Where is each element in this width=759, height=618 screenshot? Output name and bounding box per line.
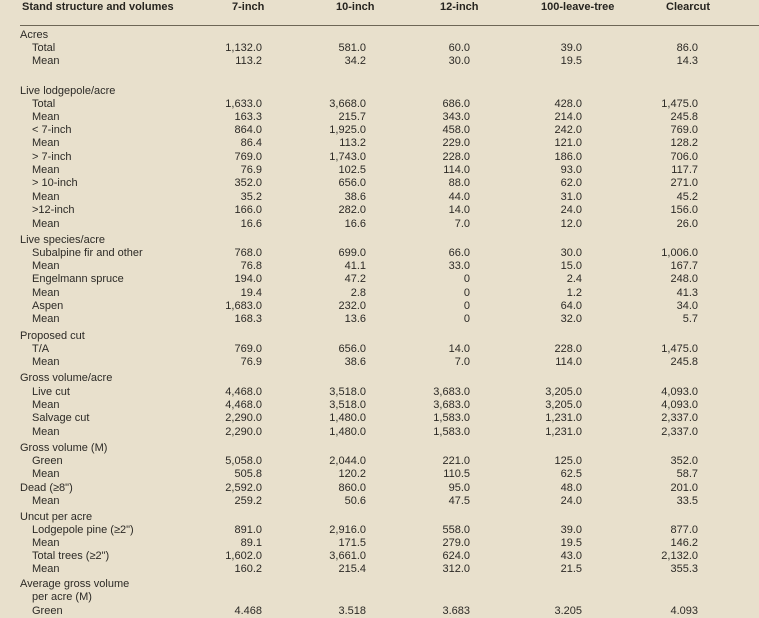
- cell: 168.3: [234, 313, 262, 325]
- cell: 16.6: [344, 218, 366, 230]
- row-label: Mean: [32, 563, 60, 575]
- cell: 279.0: [442, 537, 470, 549]
- cell: 1,231.0: [545, 426, 582, 438]
- cell: 43.0: [560, 550, 582, 562]
- cell: 0: [463, 273, 470, 285]
- cell: 5.7: [682, 313, 698, 325]
- cell: 352.0: [670, 455, 698, 467]
- cell: 3,518.0: [329, 399, 366, 411]
- row-label: Mean: [32, 164, 60, 176]
- cell: 113.2: [339, 137, 366, 149]
- cell: 768.0: [234, 247, 262, 259]
- cell: 2,592.0: [225, 482, 262, 494]
- cell: 3,683.0: [433, 399, 470, 411]
- table-row: [0, 177, 759, 190]
- cell: 44.0: [448, 191, 470, 203]
- table-row: [0, 85, 759, 98]
- cell: 171.5: [338, 537, 366, 549]
- cell: 110.5: [443, 468, 470, 480]
- cell: 76.9: [240, 164, 262, 176]
- table-row: [0, 29, 759, 42]
- cell: 39.0: [560, 42, 582, 54]
- cell: 48.0: [560, 482, 582, 494]
- cell: 558.0: [442, 524, 470, 536]
- cell: 1,683.0: [225, 300, 262, 312]
- row-label: Dead (≥8"): [20, 482, 73, 494]
- cell: 41.3: [676, 287, 698, 299]
- cell: 102.5: [338, 164, 366, 176]
- cell: 34.0: [676, 300, 698, 312]
- row-label: Live lodgepole/acre: [20, 85, 116, 97]
- cell: 355.3: [670, 563, 698, 575]
- row-label: Lodgepole pine (≥2"): [32, 524, 134, 536]
- cell: 166.0: [234, 204, 262, 216]
- table-row: [0, 386, 759, 399]
- row-label: per acre (M): [32, 591, 92, 603]
- cell: 32.0: [560, 313, 582, 325]
- cell: 3.205: [554, 605, 582, 617]
- cell: 229.0: [442, 137, 470, 149]
- cell: 2,337.0: [661, 426, 698, 438]
- table-row: [0, 412, 759, 425]
- row-label: Mean: [32, 399, 60, 411]
- row-label: Gross volume (M): [20, 442, 108, 454]
- cell: 3,518.0: [329, 386, 366, 398]
- cell: 121.0: [554, 137, 582, 149]
- table-row: [0, 524, 759, 537]
- table-row: [0, 495, 759, 508]
- table-row: [0, 399, 759, 412]
- cell: 656.0: [338, 177, 366, 189]
- cell: 19.5: [560, 537, 582, 549]
- cell: 114.0: [555, 356, 582, 368]
- cell: 312.0: [442, 563, 470, 575]
- cell: 1,925.0: [329, 124, 366, 136]
- cell: 215.4: [338, 563, 366, 575]
- cell: 45.2: [676, 191, 698, 203]
- cell: 699.0: [338, 247, 366, 259]
- cell: 221.0: [442, 455, 470, 467]
- header-7-inch: 7-inch: [232, 1, 265, 13]
- cell: 167.7: [670, 260, 698, 272]
- row-label: Proposed cut: [20, 330, 85, 342]
- cell: 232.0: [338, 300, 366, 312]
- cell: 3,205.0: [545, 399, 582, 411]
- cell: 1,480.0: [329, 412, 366, 424]
- row-label: Mean: [32, 191, 60, 203]
- row-label: Uncut per acre: [20, 511, 93, 523]
- cell: 16.6: [240, 218, 262, 230]
- table-row: [0, 372, 759, 385]
- table-row: [0, 273, 759, 286]
- cell: 271.0: [670, 177, 698, 189]
- cell: 686.0: [442, 98, 470, 110]
- table-row: [0, 537, 759, 550]
- cell: 186.0: [554, 151, 582, 163]
- row-label: T/A: [32, 343, 50, 355]
- cell: 1,231.0: [545, 412, 582, 424]
- cell: 228.0: [554, 343, 582, 355]
- table-row: [0, 550, 759, 563]
- cell: 3,661.0: [329, 550, 366, 562]
- cell: 95.0: [448, 482, 470, 494]
- table-row: [0, 578, 759, 591]
- cell: 93.0: [560, 164, 582, 176]
- cell: 4,468.0: [225, 386, 262, 398]
- header-12-inch: 12-inch: [440, 1, 479, 13]
- row-label: > 7-inch: [32, 151, 72, 163]
- cell: 656.0: [338, 343, 366, 355]
- cell: 12.0: [560, 218, 582, 230]
- cell: 113.2: [235, 55, 262, 67]
- table-row: [0, 300, 759, 313]
- cell: 4,093.0: [661, 386, 698, 398]
- row-label: Live cut: [32, 386, 70, 398]
- row-label: Mean: [32, 55, 60, 67]
- table-row: [0, 287, 759, 300]
- cell: 194.0: [234, 273, 262, 285]
- cell: 62.5: [560, 468, 582, 480]
- cell: 39.0: [560, 524, 582, 536]
- cell: 89.1: [240, 537, 262, 549]
- cell: 5,058.0: [225, 455, 262, 467]
- table-row: [0, 605, 759, 618]
- cell: 64.0: [560, 300, 582, 312]
- header-clearcut: Clearcut: [666, 1, 711, 13]
- cell: 860.0: [338, 482, 366, 494]
- row-label: Green: [32, 455, 63, 467]
- cell: 3,668.0: [329, 98, 366, 110]
- cell: 1,475.0: [661, 343, 698, 355]
- cell: 0: [463, 313, 470, 325]
- table-row: [0, 442, 759, 455]
- row-label: Engelmann spruce: [32, 273, 124, 285]
- row-label: < 7-inch: [32, 124, 72, 136]
- cell: 2,290.0: [225, 426, 262, 438]
- table-row: [0, 260, 759, 273]
- cell: 3.518: [338, 605, 366, 617]
- row-label: Mean: [32, 313, 60, 325]
- cell: 86.4: [240, 137, 262, 149]
- cell: 2,916.0: [329, 524, 366, 536]
- cell: 76.9: [240, 356, 262, 368]
- cell: 14.0: [448, 204, 470, 216]
- cell: 128.2: [670, 137, 698, 149]
- cell: 245.8: [670, 356, 698, 368]
- row-label: Salvage cut: [32, 412, 90, 424]
- cell: 76.8: [240, 260, 262, 272]
- cell: 228.0: [442, 151, 470, 163]
- cell: 352.0: [234, 177, 262, 189]
- row-label: Mean: [32, 495, 60, 507]
- cell: 1,633.0: [225, 98, 262, 110]
- table-row: [0, 218, 759, 231]
- row-label: Acres: [20, 29, 49, 41]
- cell: 2,290.0: [225, 412, 262, 424]
- row-label: Mean: [32, 287, 60, 299]
- cell: 259.2: [234, 495, 262, 507]
- cell: 50.6: [344, 495, 366, 507]
- row-label: Mean: [32, 468, 60, 480]
- cell: 1,475.0: [661, 98, 698, 110]
- cell: 30.0: [448, 55, 470, 67]
- table-row: [0, 164, 759, 177]
- table-row: [0, 247, 759, 260]
- cell: 47.2: [344, 273, 366, 285]
- table-row: [0, 330, 759, 343]
- cell: 505.8: [234, 468, 262, 480]
- cell: 428.0: [554, 98, 582, 110]
- table-row: [0, 591, 759, 604]
- cell: 242.0: [554, 124, 582, 136]
- cell: 3,683.0: [433, 386, 470, 398]
- cell: 62.0: [560, 177, 582, 189]
- table-row: [0, 343, 759, 356]
- cell: 245.8: [670, 111, 698, 123]
- cell: 0: [463, 287, 470, 299]
- cell: 60.0: [448, 42, 470, 54]
- row-label: Gross volume/acre: [20, 372, 113, 384]
- table-row: [0, 426, 759, 439]
- cell: 248.0: [670, 273, 698, 285]
- row-label: Average gross volume: [20, 578, 130, 590]
- cell: 34.2: [344, 55, 366, 67]
- cell: 146.2: [670, 537, 698, 549]
- cell: 33.5: [676, 495, 698, 507]
- row-label: >12-inch: [32, 204, 75, 216]
- cell: 891.0: [234, 524, 262, 536]
- cell: 120.2: [338, 468, 366, 480]
- table-row: [0, 563, 759, 576]
- cell: 19.4: [240, 287, 262, 299]
- row-label: Mean: [32, 356, 60, 368]
- cell: 114.0: [443, 164, 470, 176]
- table-row: [0, 234, 759, 247]
- cell: 769.0: [234, 151, 262, 163]
- cell: 4,468.0: [225, 399, 262, 411]
- cell: 0: [463, 300, 470, 312]
- table-row: [0, 204, 759, 217]
- cell: 215.7: [338, 111, 366, 123]
- cell: 2,337.0: [661, 412, 698, 424]
- cell: 13.6: [344, 313, 366, 325]
- cell: 117.7: [671, 164, 698, 176]
- cell: 3,205.0: [545, 386, 582, 398]
- table-row: [0, 151, 759, 164]
- cell: 7.0: [454, 356, 470, 368]
- header-stand-structure: Stand structure and volumes: [22, 1, 174, 13]
- row-label: Mean: [32, 137, 60, 149]
- cell: 581.0: [338, 42, 366, 54]
- cell: 1.2: [566, 287, 582, 299]
- cell: 3.683: [442, 605, 470, 617]
- cell: 769.0: [670, 124, 698, 136]
- cell: 41.1: [344, 260, 366, 272]
- table-row: [0, 55, 759, 68]
- cell: 125.0: [554, 455, 582, 467]
- cell: 1,480.0: [329, 426, 366, 438]
- cell: 21.5: [560, 563, 582, 575]
- cell: 33.0: [448, 260, 470, 272]
- cell: 66.0: [448, 247, 470, 259]
- row-label: Mean: [32, 260, 60, 272]
- header-10-inch: 10-inch: [336, 1, 375, 13]
- cell: 38.6: [344, 356, 366, 368]
- table-row: [0, 137, 759, 150]
- cell: 2,044.0: [329, 455, 366, 467]
- table-row: [0, 42, 759, 55]
- table-row: [0, 356, 759, 369]
- cell: 2.4: [566, 273, 582, 285]
- cell: 31.0: [560, 191, 582, 203]
- cell: 14.3: [676, 55, 698, 67]
- cell: 26.0: [676, 218, 698, 230]
- cell: 24.0: [560, 204, 582, 216]
- row-label: Green: [32, 605, 63, 617]
- cell: 624.0: [442, 550, 470, 562]
- header-100-leave-tree: 100-leave-tree: [541, 1, 615, 13]
- header-rule: [20, 25, 759, 26]
- cell: 214.0: [554, 111, 582, 123]
- cell: 156.0: [670, 204, 698, 216]
- cell: 282.0: [338, 204, 366, 216]
- cell: 86.0: [676, 42, 698, 54]
- cell: 1,583.0: [433, 426, 470, 438]
- cell: 14.0: [448, 343, 470, 355]
- table-row: [0, 313, 759, 326]
- cell: 1,583.0: [433, 412, 470, 424]
- cell: 30.0: [560, 247, 582, 259]
- table-row: [0, 511, 759, 524]
- row-label: Aspen: [32, 300, 64, 312]
- row-label: Mean: [32, 218, 60, 230]
- table-row: [0, 468, 759, 481]
- cell: 24.0: [560, 495, 582, 507]
- cell: 4.468: [234, 605, 262, 617]
- cell: 458.0: [442, 124, 470, 136]
- row-label: Mean: [32, 111, 60, 123]
- cell: 201.0: [670, 482, 698, 494]
- cell: 7.0: [454, 218, 470, 230]
- row-label: Mean: [32, 426, 60, 438]
- cell: 15.0: [560, 260, 582, 272]
- cell: 706.0: [670, 151, 698, 163]
- cell: 163.3: [234, 111, 262, 123]
- row-label: Total trees (≥2"): [32, 550, 110, 562]
- row-label: Total: [32, 42, 56, 54]
- cell: 35.2: [240, 191, 262, 203]
- cell: 2.8: [350, 287, 366, 299]
- cell: 343.0: [442, 111, 470, 123]
- cell: 769.0: [234, 343, 262, 355]
- cell: 1,132.0: [225, 42, 262, 54]
- row-label: Mean: [32, 537, 60, 549]
- table-row: [0, 124, 759, 137]
- cell: 1,602.0: [225, 550, 262, 562]
- row-label: > 10-inch: [32, 177, 78, 189]
- cell: 47.5: [448, 495, 470, 507]
- row-label: Subalpine fir and other: [32, 247, 143, 259]
- cell: 1,006.0: [661, 247, 698, 259]
- table-row: [0, 111, 759, 124]
- cell: 19.5: [560, 55, 582, 67]
- table-row: [0, 98, 759, 111]
- row-label: Total: [32, 98, 56, 110]
- cell: 1,743.0: [329, 151, 366, 163]
- cell: 2,132.0: [661, 550, 698, 562]
- cell: 160.2: [234, 563, 262, 575]
- cell: 4,093.0: [661, 399, 698, 411]
- cell: 88.0: [448, 177, 470, 189]
- row-label: Live species/acre: [20, 234, 105, 246]
- cell: 38.6: [344, 191, 366, 203]
- table-row: [0, 455, 759, 468]
- table-row: [0, 482, 759, 495]
- cell: 864.0: [234, 124, 262, 136]
- cell: 4.093: [670, 605, 698, 617]
- table-row: [0, 191, 759, 204]
- cell: 58.7: [676, 468, 698, 480]
- cell: 877.0: [670, 524, 698, 536]
